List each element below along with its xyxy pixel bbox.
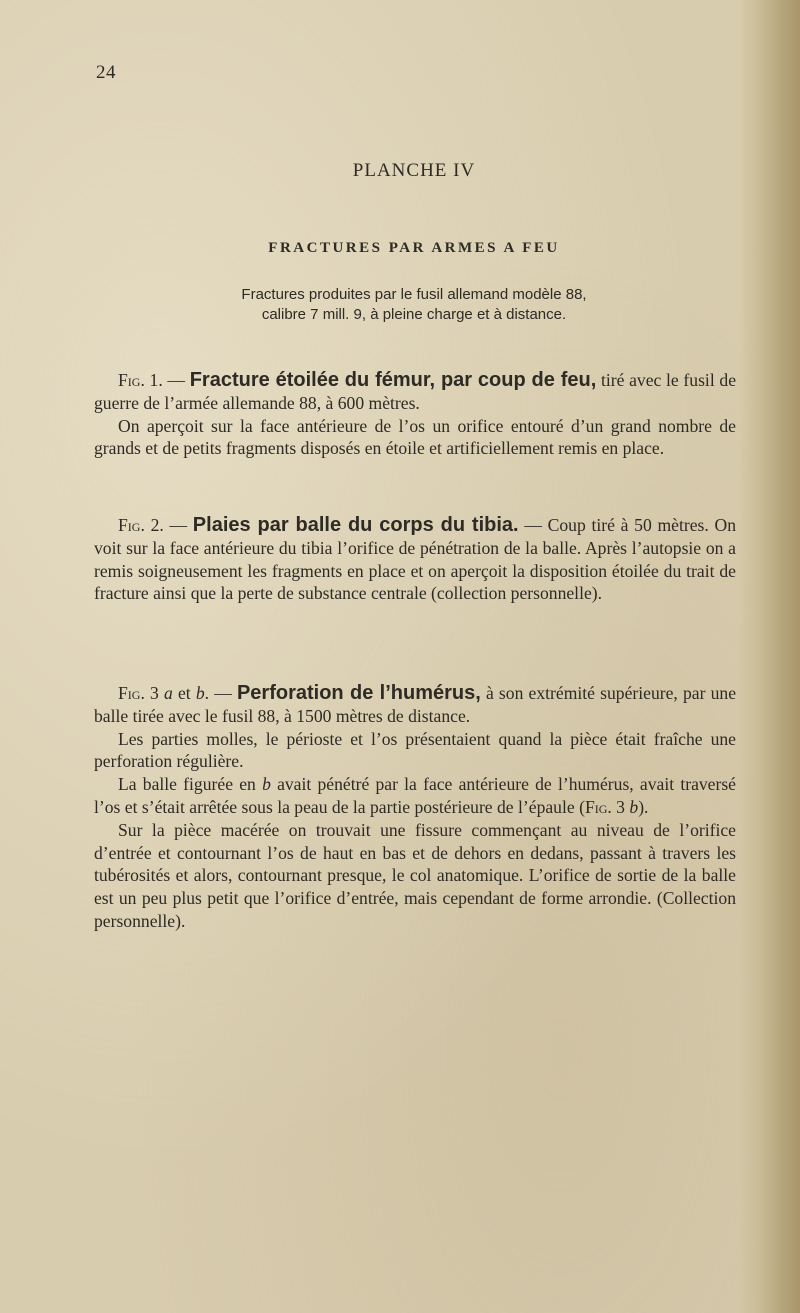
subtitle-line-1: Fractures produites par le fusil allemand modèle 88, — [241, 286, 587, 303]
figure-3-label-b: b — [195, 683, 205, 703]
figure-1-paragraph-1 — [94, 369, 736, 415]
figure-3-label-a: a — [163, 683, 173, 703]
figure-3-p3-b: b — [262, 774, 271, 795]
figure-3-intro: à son extrémité supérieure, par une balle tirée avec le fusil 88, à 1500 mètres de distance. — [94, 683, 737, 726]
figure-3-p3-part2: avait pénétré par la face antérieure de l’humérus, avait traversé l’os et s’était arrêtée sous la peau de la partie postérieure de l’épaule ( — [94, 774, 736, 817]
figure-3-et: et — [172, 683, 196, 703]
figure-1-intro: tiré avec le fusil de guerre de l’armée allemande 88, à 600 mètres. — [94, 370, 736, 413]
figure-3-p3-part1: La balle figurée en — [118, 774, 263, 795]
figure-3-paragraph-4: Sur la pièce macérée on trouvait une fissure commençant au niveau de l’orifice d’entrée et contournant l’os de haut en bas et de dehors en dedans, passant à travers les tubérosités et alors, contournant presque, le col anatomique. L’orifice de sortie de la balle est un peu plus petit que l’orifice d’entrée, mais cependant de forme arrondie. (Collection personnelle). — [94, 819, 736, 931]
figure-2-intro: — Coup tiré à 50 mètres. On voit sur la face antérieure du tibia l’orifice de pénétration de la balle. Après l’autopsie on a remis soigneusement les fragments en place et on aperçoit la disposition étoilée du trait de fracture ainsi que la perte de substance centrale (collection personnelle). — [94, 515, 736, 604]
subtitle-line-2: calibre 7 mill. 9, à pleine charge et à distance. — [261, 306, 567, 323]
figure-1-heading: Fracture étoilée du fémur, par coup de feu, — [189, 369, 597, 391]
page-number: 24 — [96, 62, 116, 83]
figure-3-heading: Perforation de l’humérus, — [236, 682, 481, 704]
page-edge-shadow — [738, 0, 800, 1313]
figure-2-description — [94, 514, 736, 605]
figure-3-description — [94, 682, 736, 933]
figure-3-p3-end: ). — [638, 796, 649, 817]
figure-2-heading: Plaies par balle du corps du tibia. — [192, 514, 519, 536]
figure-1-dash: — — [162, 370, 190, 390]
figure-3-paragraph-1 — [94, 682, 736, 728]
figure-3-p3-b2: b — [629, 796, 639, 817]
figure-1-label: Fig. 1. — [118, 370, 163, 390]
figure-2-paragraph-1 — [94, 514, 736, 605]
figure-3-label: Fig. 3 — [118, 683, 159, 703]
plate-title: PLANCHE IV — [352, 160, 476, 181]
figure-3-p3-fig-ref: Fig. 3 — [584, 796, 625, 817]
figure-3-paragraph-3 — [94, 773, 736, 819]
figure-1-paragraph-2: On aperçoit sur la face antérieure de l’os un orifice entouré d’un grand nombre de grands et de petits fragments disposés en étoile et artificiellement remis en place. — [94, 415, 736, 459]
figure-3-dot-dash: . — — [204, 683, 237, 703]
section-title: FRACTURES PAR ARMES A FEU — [268, 240, 560, 256]
figure-3-paragraph-2: Les parties molles, le périoste et l’os présentaient quand la pièce était fraîche une perforation régulière. — [94, 728, 736, 772]
figure-2-dash: — — [163, 515, 193, 535]
figure-1-description — [94, 369, 736, 460]
figure-2-label: Fig. 2. — [118, 515, 164, 535]
subtitle — [0, 285, 800, 325]
